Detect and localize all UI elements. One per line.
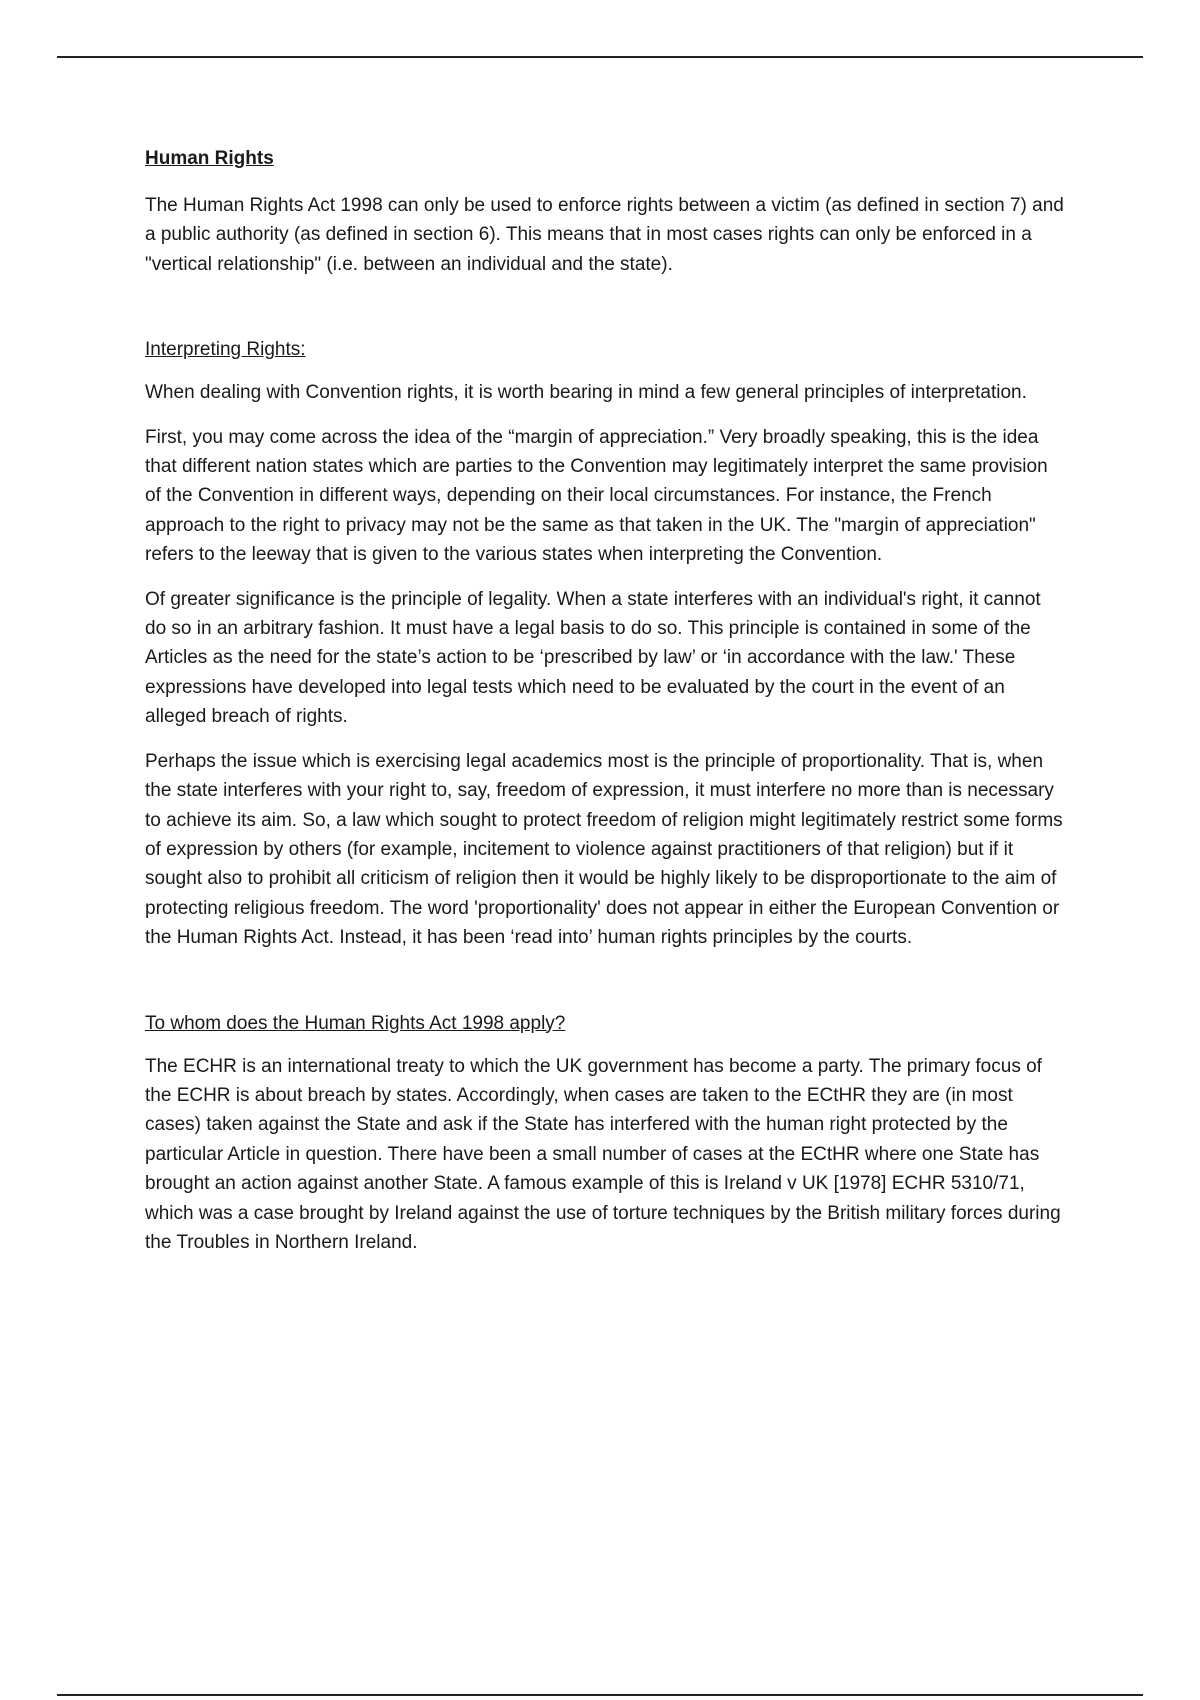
intro-paragraph: The Human Rights Act 1998 can only be used to enforce rights between a victim (as defined in section 7) and a public authority (as defined in section 6). This means that in most cases rights can only be enforced in a "vertical relationship" (i.e. between an individual and the state). bbox=[145, 195, 1064, 275]
section-heading-to-whom-does-act-apply: To whom does the Human Rights Act 1998 apply? bbox=[145, 1012, 566, 1034]
paragraph: Perhaps the issue which is exercising legal academics most is the principle of proportionality. That is, when the state interferes with your right to, say, freedom of expression, it must interfere no more than is necessary to achieve its aim. So, a law which sought to protect freedom of religion might legitimately restrict some forms of expression by others (for example, incitement to violence against practitioners of that religion) but if it sought also to prohibit all criticism of religion then it would be highly likely to be disproportionate to the aim of protecting religious freedom. The word 'proportionality' does not appear in either the European Convention or the Human Rights Act. Instead, it has been ‘read into’ human rights principles by the courts. bbox=[145, 750, 1063, 949]
document-title: Human Rights bbox=[145, 148, 274, 169]
section-heading-interpreting-rights: Interpreting Rights: bbox=[145, 339, 306, 361]
spacer bbox=[145, 968, 1065, 1010]
page-content bbox=[145, 145, 1065, 1272]
header-rule bbox=[57, 56, 1143, 58]
paragraph: When dealing with Convention rights, it is worth bearing in mind a few general principles of interpretation. bbox=[145, 382, 1027, 404]
paragraph: The ECHR is an international treaty to which the UK government has become a party. The primary focus of the ECHR is about breach by states. Accordingly, when cases are taken to the ECtHR they are (in most cases) taken against the State and ask if the State has interfered with the human right protected by the particular Article in question. There have been a small number of cases at the ECtHR where one State has brought an action against another State. A famous example of this is Ireland v UK [1978] ECHR 5310/71, which was a case brought by Ireland against the use of torture techniques by the British military forces during the Troubles in Northern Ireland. bbox=[145, 1055, 1061, 1253]
spacer bbox=[145, 294, 1065, 336]
paragraph: First, you may come across the idea of the “margin of appreciation.” Very broadly speaking, this is the idea that different nation states which are parties to the Convention may legitimately interpret the same provision of the Convention in different ways, depending on their local circumstances. For instance, the French approach to the right to privacy may not be the same as that taken in the UK. The "margin of appreciation" refers to the leeway that is given to the various states when interpreting the Convention. bbox=[145, 426, 1048, 566]
footer-rule bbox=[57, 1694, 1143, 1696]
paragraph: Of greater significance is the principle of legality. When a state interferes with an individual's right, it cannot do so in an arbitrary fashion. It must have a legal basis to do so. This principle is contained in some of the Articles as the need for the state’s action to be ‘prescribed by law’ or ‘in accordance with the law.' These expressions have developed into legal tests which need to be evaluated by the court in the event of an alleged breach of rights. bbox=[145, 588, 1041, 728]
